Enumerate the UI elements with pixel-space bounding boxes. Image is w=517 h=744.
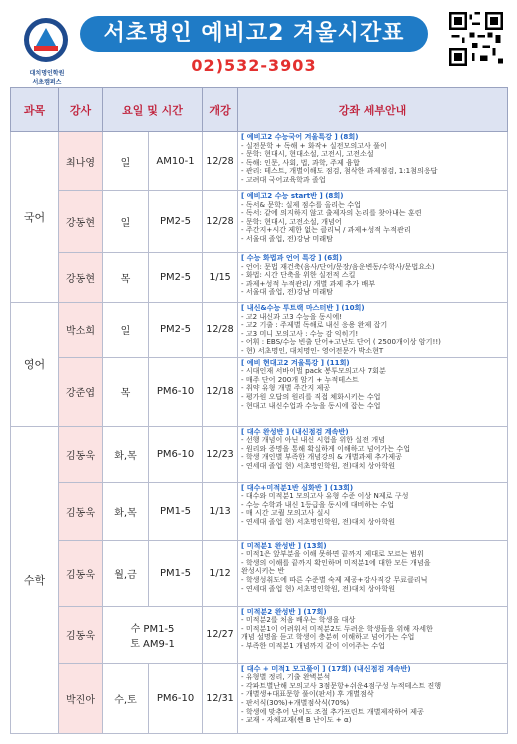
day-cell: 일 <box>103 132 149 191</box>
start-date-cell: 1/15 <box>203 253 238 303</box>
course-detail-cell <box>238 357 508 426</box>
course-detail-line: 완성시키는 반 <box>241 567 285 576</box>
teacher-cell: 최나영 <box>59 132 103 191</box>
course-detail-line: - 학생에 맞추어 난이도 조절 추가프린트 개별제작하여 제공 <box>241 707 424 716</box>
course-detail-line: - 연세대 졸업 현) 서초명인학원, 전)대치 상아학원 <box>241 584 396 593</box>
course-detail-line: - 매주 단어 200개 암기 + 누적테스트 <box>241 375 359 384</box>
table-row <box>11 191 508 253</box>
course-title: [ 예비고2 수능국어 겨울특강 ] (8회) <box>241 133 359 141</box>
col-header-start: 개강 <box>203 88 238 132</box>
table-row <box>11 482 508 540</box>
course-detail-line: - 문학: 현대시, 현대소설, 고전시, 고전소설 <box>241 150 374 159</box>
course-detail-line: - 관리: 테스트, 개별이해도 점검, 첨삭한 과제점검, 1:1첨의응답 <box>241 167 438 176</box>
table-row <box>11 357 508 426</box>
course-detail-line: - 학생 개인별 부족한 개념강의 & 개별과제 추가제공 <box>241 453 402 462</box>
teacher-cell: 박진아 <box>59 663 103 733</box>
teacher-cell: 강동현 <box>59 191 103 253</box>
course-detail-line: - 매 시간 고퀄 모의고사 실시 <box>241 509 331 518</box>
course-detail-line: - 유형별 정리, 기출 완벽분석 <box>241 673 331 682</box>
course-detail-line: - 현) 서초명인, 대치명인- 영어전문가 박소현T <box>241 346 384 355</box>
phone-number: 02)532-3903 <box>191 56 317 75</box>
time-cell: PM6-10 <box>149 663 203 733</box>
course-detail-line: - 선행 개념이 아닌 내신 시험을 위한 실전 개념 <box>241 436 385 445</box>
col-header-subject: 과목 <box>11 88 59 132</box>
course-detail-line: - 학생의 이해를 끝까지 확인하며 미적분1에 대한 모든 개념을 <box>241 558 431 567</box>
course-title: [ 예비 현대고2 겨울특강 ] (11회) <box>241 358 350 367</box>
subject-cell: 국어 <box>11 132 59 303</box>
course-detail-cell <box>238 253 508 303</box>
course-title: [ 대수 + 미적1 모고풀이 ] (17회) (내신점검 계속반) <box>241 664 411 673</box>
teacher-cell: 김동욱 <box>59 482 103 540</box>
subject-cell: 영어 <box>11 303 59 427</box>
course-detail-line: - 현대고 내신수업과 수능을 동시에 잡는 수업 <box>241 401 381 410</box>
col-header-detail: 강좌 세부안내 <box>238 88 508 132</box>
start-date-cell: 1/13 <box>203 482 238 540</box>
teacher-cell: 강동현 <box>59 253 103 303</box>
table-row <box>11 663 508 733</box>
course-detail-line: - 부족한 미적분1 개념까지 같이 이어주는 수업 <box>241 641 385 650</box>
course-detail-line: - 고3 미니 모의고사 : 수능 감 익히기! <box>241 329 359 338</box>
time-cell: PM2-5 <box>149 253 203 303</box>
course-detail-cell <box>238 482 508 540</box>
course-detail-line: - 미적1은 앞부분을 이해 못하면 끝까지 제대로 모르는 범위 <box>241 550 424 559</box>
course-detail-line: - 고2 내신과 고3 수능을 동시에! <box>241 312 343 321</box>
course-title: [ 미적분1 완성반 ] (13회) <box>241 541 327 550</box>
teacher-cell: 강준엽 <box>59 357 103 426</box>
course-detail-line: - 각파트별난해 모의고사 3점문항+쉬운4점구성 누적테스트 진행 <box>241 681 442 690</box>
start-date-cell: 1/12 <box>203 540 238 606</box>
course-detail-line: - 고2 기출 : 주제별 독해로 내신 응용 완제 잡기 <box>241 321 388 330</box>
course-detail-line: - 취약 유형 개별 주간지 제공 <box>241 384 331 393</box>
day-cell: 일 <box>103 303 149 358</box>
course-detail-line: - 독해: 인문, 사회, 법, 과학, 주제 융합 <box>241 158 360 167</box>
course-detail-line: - 시대인재 서바이벌 pack 봉투모의고사 7회분 <box>241 367 386 376</box>
day-cell: 월,금 <box>103 540 149 606</box>
time-cell: PM1-5 <box>149 540 203 606</box>
course-detail-line: - 연세대 졸업 현) 서초명인학원, 전)대치 상아학원 <box>241 461 396 470</box>
start-date-cell: 12/28 <box>203 132 238 191</box>
course-detail-line: - 수능 수학과 내신 1등급을 동시에 대비하는 수업 <box>241 500 395 509</box>
time-cell: PM2-5 <box>149 191 203 253</box>
teacher-cell: 박소희 <box>59 303 103 358</box>
course-title: [ 수능 화법과 언어 특강 ] (6회) <box>241 254 343 262</box>
page-title: 서초명인 예비고2 겨울시간표 <box>80 16 428 52</box>
start-date-cell: 12/28 <box>203 303 238 358</box>
course-detail-line: - 서울대 졸업, 전)강남 미래탐 <box>241 234 333 243</box>
course-detail-line: - 문학: 현대시, 고전소설, 개념어 <box>241 217 342 226</box>
logo-text: 대치명인학원 서초캠퍼스 <box>29 70 65 86</box>
course-detail-line: - 과제+성적 누적관리/ 개별 과제 추가 배부 <box>241 279 376 288</box>
course-detail-line: - 서울대 졸업, 전)강남 미래탐 <box>241 288 333 297</box>
day-cell: 화,목 <box>103 482 149 540</box>
course-detail-cell <box>238 132 508 191</box>
course-title: [ 내신&수능 투트랙 마스터반 ] (10회) <box>241 304 365 312</box>
course-detail-line: - 원리와 증명을 통해 확실하게 이해하고 넘어가는 수업 <box>241 444 411 453</box>
teacher-cell: 김동욱 <box>59 540 103 606</box>
table-row <box>11 606 508 663</box>
course-detail-cell <box>238 606 508 663</box>
course-detail-cell <box>238 540 508 606</box>
start-date-cell: 12/23 <box>203 426 238 482</box>
course-detail-line: - 주간지+시간 제한 없는 클리닉 / 과제+성적 누적관리 <box>241 226 411 235</box>
course-detail-cell <box>238 303 508 358</box>
course-title: [ 미적분2 완성반 ] (17회) <box>241 607 327 616</box>
course-detail-line: - 개별생+대표문항 풀이(판서) 후 개별점삭 <box>241 690 374 699</box>
page-header <box>10 8 507 85</box>
time-cell: PM6-10 <box>149 426 203 482</box>
course-detail-line: - 미적분2를 처음 배우는 학생을 대상 <box>241 616 356 625</box>
time-cell: PM6-10 <box>149 357 203 426</box>
course-title: [ 예비고2 수능 start반 ] (8회) <box>241 192 344 200</box>
start-date-cell: 12/28 <box>203 191 238 253</box>
day-cell: 일 <box>103 191 149 253</box>
table-row <box>11 426 508 482</box>
course-detail-line: 개념 설명을 듣고 학생이 충분히 이해하고 넘어가는 수업 <box>241 633 415 642</box>
course-detail-cell <box>238 426 508 482</box>
course-title: [ 대수+미적분1반 심화반 ] (13회) <box>241 483 354 492</box>
course-detail-line: - 실전문학 + 독해 + 화작+ 실전모의고사 풀이 <box>241 141 387 150</box>
schedule-cell: 수 PM1-5 토 AM9-1 <box>103 606 203 663</box>
course-detail-line: - 화법: 시간 단축을 위한 실전적 스킬 <box>241 271 356 280</box>
day-cell: 목 <box>103 253 149 303</box>
time-cell: AM10-1 <box>149 132 203 191</box>
table-row <box>11 132 508 191</box>
timetable <box>10 87 508 734</box>
start-date-cell: 12/27 <box>203 606 238 663</box>
course-detail-line: - 학생성취도에 따른 수준별 숙제 제공+강사직강 무료클리닉 <box>241 575 428 584</box>
qr-code-icon[interactable] <box>449 12 503 66</box>
col-header-teacher: 강사 <box>59 88 103 132</box>
academy-logo <box>22 16 70 68</box>
time-cell: PM1-5 <box>149 482 203 540</box>
table-row <box>11 253 508 303</box>
course-detail-line: - 어휘 : EBS/수능 빈출 단어+고난도 단어 ( 2500개이상 암기!!) <box>241 338 441 347</box>
course-detail-line: - 연세대 졸업 현) 서초명인학원, 전)대치 상아학원 <box>241 517 396 526</box>
course-detail-cell <box>238 191 508 253</box>
course-detail-line: - 판서식(30%)+개별점삭식(70%) <box>241 698 350 707</box>
start-date-cell: 12/31 <box>203 663 238 733</box>
teacher-cell: 김동욱 <box>59 426 103 482</box>
course-detail-line: - 독서& 문학: 실제 점수를 올리는 수업 <box>241 200 361 209</box>
day-cell: 수,토 <box>103 663 149 733</box>
course-detail-line: - 미적분1이 어려워서 미적분2도 두려운 학생들을 위해 자세한 <box>241 624 433 633</box>
day-cell: 목 <box>103 357 149 426</box>
course-title: [ 대수 완성반 ] (내신점검 계속반) <box>241 427 349 436</box>
day-cell: 화,목 <box>103 426 149 482</box>
col-header-schedule: 요일 및 시간 <box>103 88 203 132</box>
table-row <box>11 540 508 606</box>
course-detail-line: - 언어: 문법 재건축(음사/단어/문장/음운변동/수학사/문법요소) <box>241 262 435 271</box>
course-detail-line: - 고려대 국어교육학과 졸업 <box>241 175 326 184</box>
teacher-cell: 김동욱 <box>59 606 103 663</box>
course-detail-line: - 교재 - 자체교재(쎈 B 난이도 + α) <box>241 716 352 725</box>
course-detail-line: - 대수와 미적분1 모의고사 유형 수준 이상 N제로 구성 <box>241 492 409 501</box>
course-detail-line: - 평가원 오답의 원리를 직접 체화시키는 수업 <box>241 392 381 401</box>
start-date-cell: 12/18 <box>203 357 238 426</box>
table-row <box>11 303 508 358</box>
course-detail-cell <box>238 663 508 733</box>
subject-cell: 수학 <box>11 426 59 733</box>
table-header-row <box>11 88 508 132</box>
time-cell: PM2-5 <box>149 303 203 358</box>
course-detail-line: - 독서: 같에 의지하지 않고 출제자의 논리를 찾아내는 훈련 <box>241 209 422 218</box>
